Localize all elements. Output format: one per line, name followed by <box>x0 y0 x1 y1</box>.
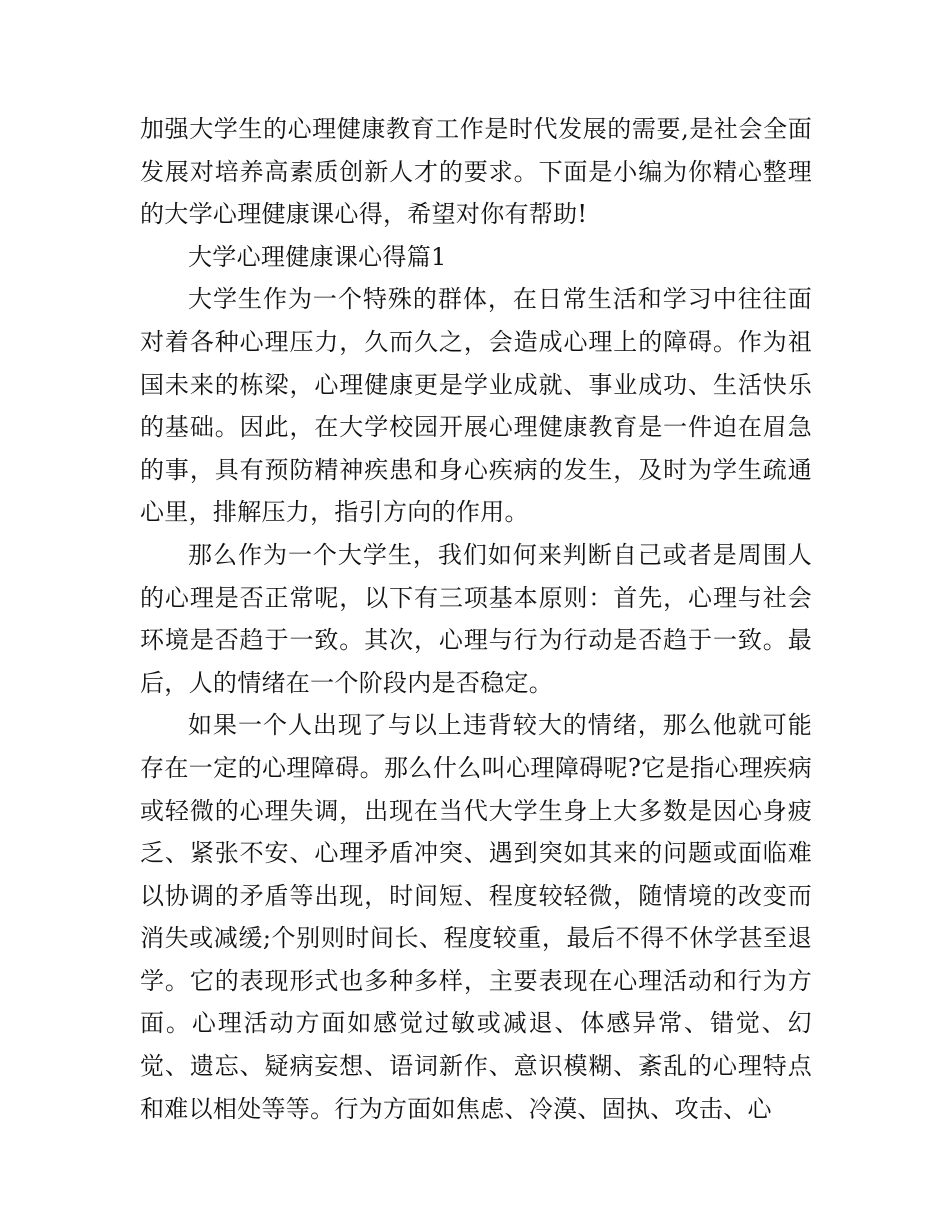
body-paragraph-2: 那么作为一个大学生，我们如何来判断自己或者是周围人的心理是否正常呢，以下有三项基本原则：首先，心理与社会环境是否趋于一致。其次，心理与行为行动是否趋于一致。最后，人的情绪在一个阶段内是否稳定。 <box>140 540 812 697</box>
body-paragraph-1: 大学生作为一个特殊的群体，在日常生活和学习中往往面对着各种心理压力，久而久之，会造成心理上的障碍。作为祖国未来的栋梁，心理健康更是学业成就、事业成功、生活快乐的基础。因此，在大学校园开展心理健康教育是一件迫在眉急的事，具有预防精神疾患和身心疾病的发生，及时为学生疏通心里，排解压力，指引方向的作用。 <box>140 285 812 527</box>
body-paragraph-3: 如果一个人出现了与以上违背较大的情绪，那么他就可能存在一定的心理障碍。那么什么叫心理障碍呢?它是指心理疾病或轻微的心理失调，出现在当代大学生身上大多数是因心身疲乏、紧张不安、心理矛盾冲突、遇到突如其来的问题或面临难以协调的矛盾等出现，时间短、程度较轻微，随情境的改变而消失或减缓;个别则时间长、程度较重，最后不得不休学甚至退学。它的表现形式也多种多样，主要表现在心理活动和行为方面。心理活动方面如感觉过敏或减退、体感异常、错觉、幻觉、遗忘、疑病妄想、语词新作、意识模糊、紊乱的心理特点和难以相处等等。行为方面如焦虑、冷漠、固执、攻击、心 <box>140 711 812 1123</box>
section-title: 大学心理健康课心得篇1 <box>188 242 447 271</box>
document-page <box>140 108 812 1130</box>
intro-paragraph: 加强大学生的心理健康教育工作是时代发展的需要,是社会全面发展对培养高素质创新人才的要求。下面是小编为你精心整理的大学心理健康课心得，希望对你有帮助! <box>140 115 812 229</box>
